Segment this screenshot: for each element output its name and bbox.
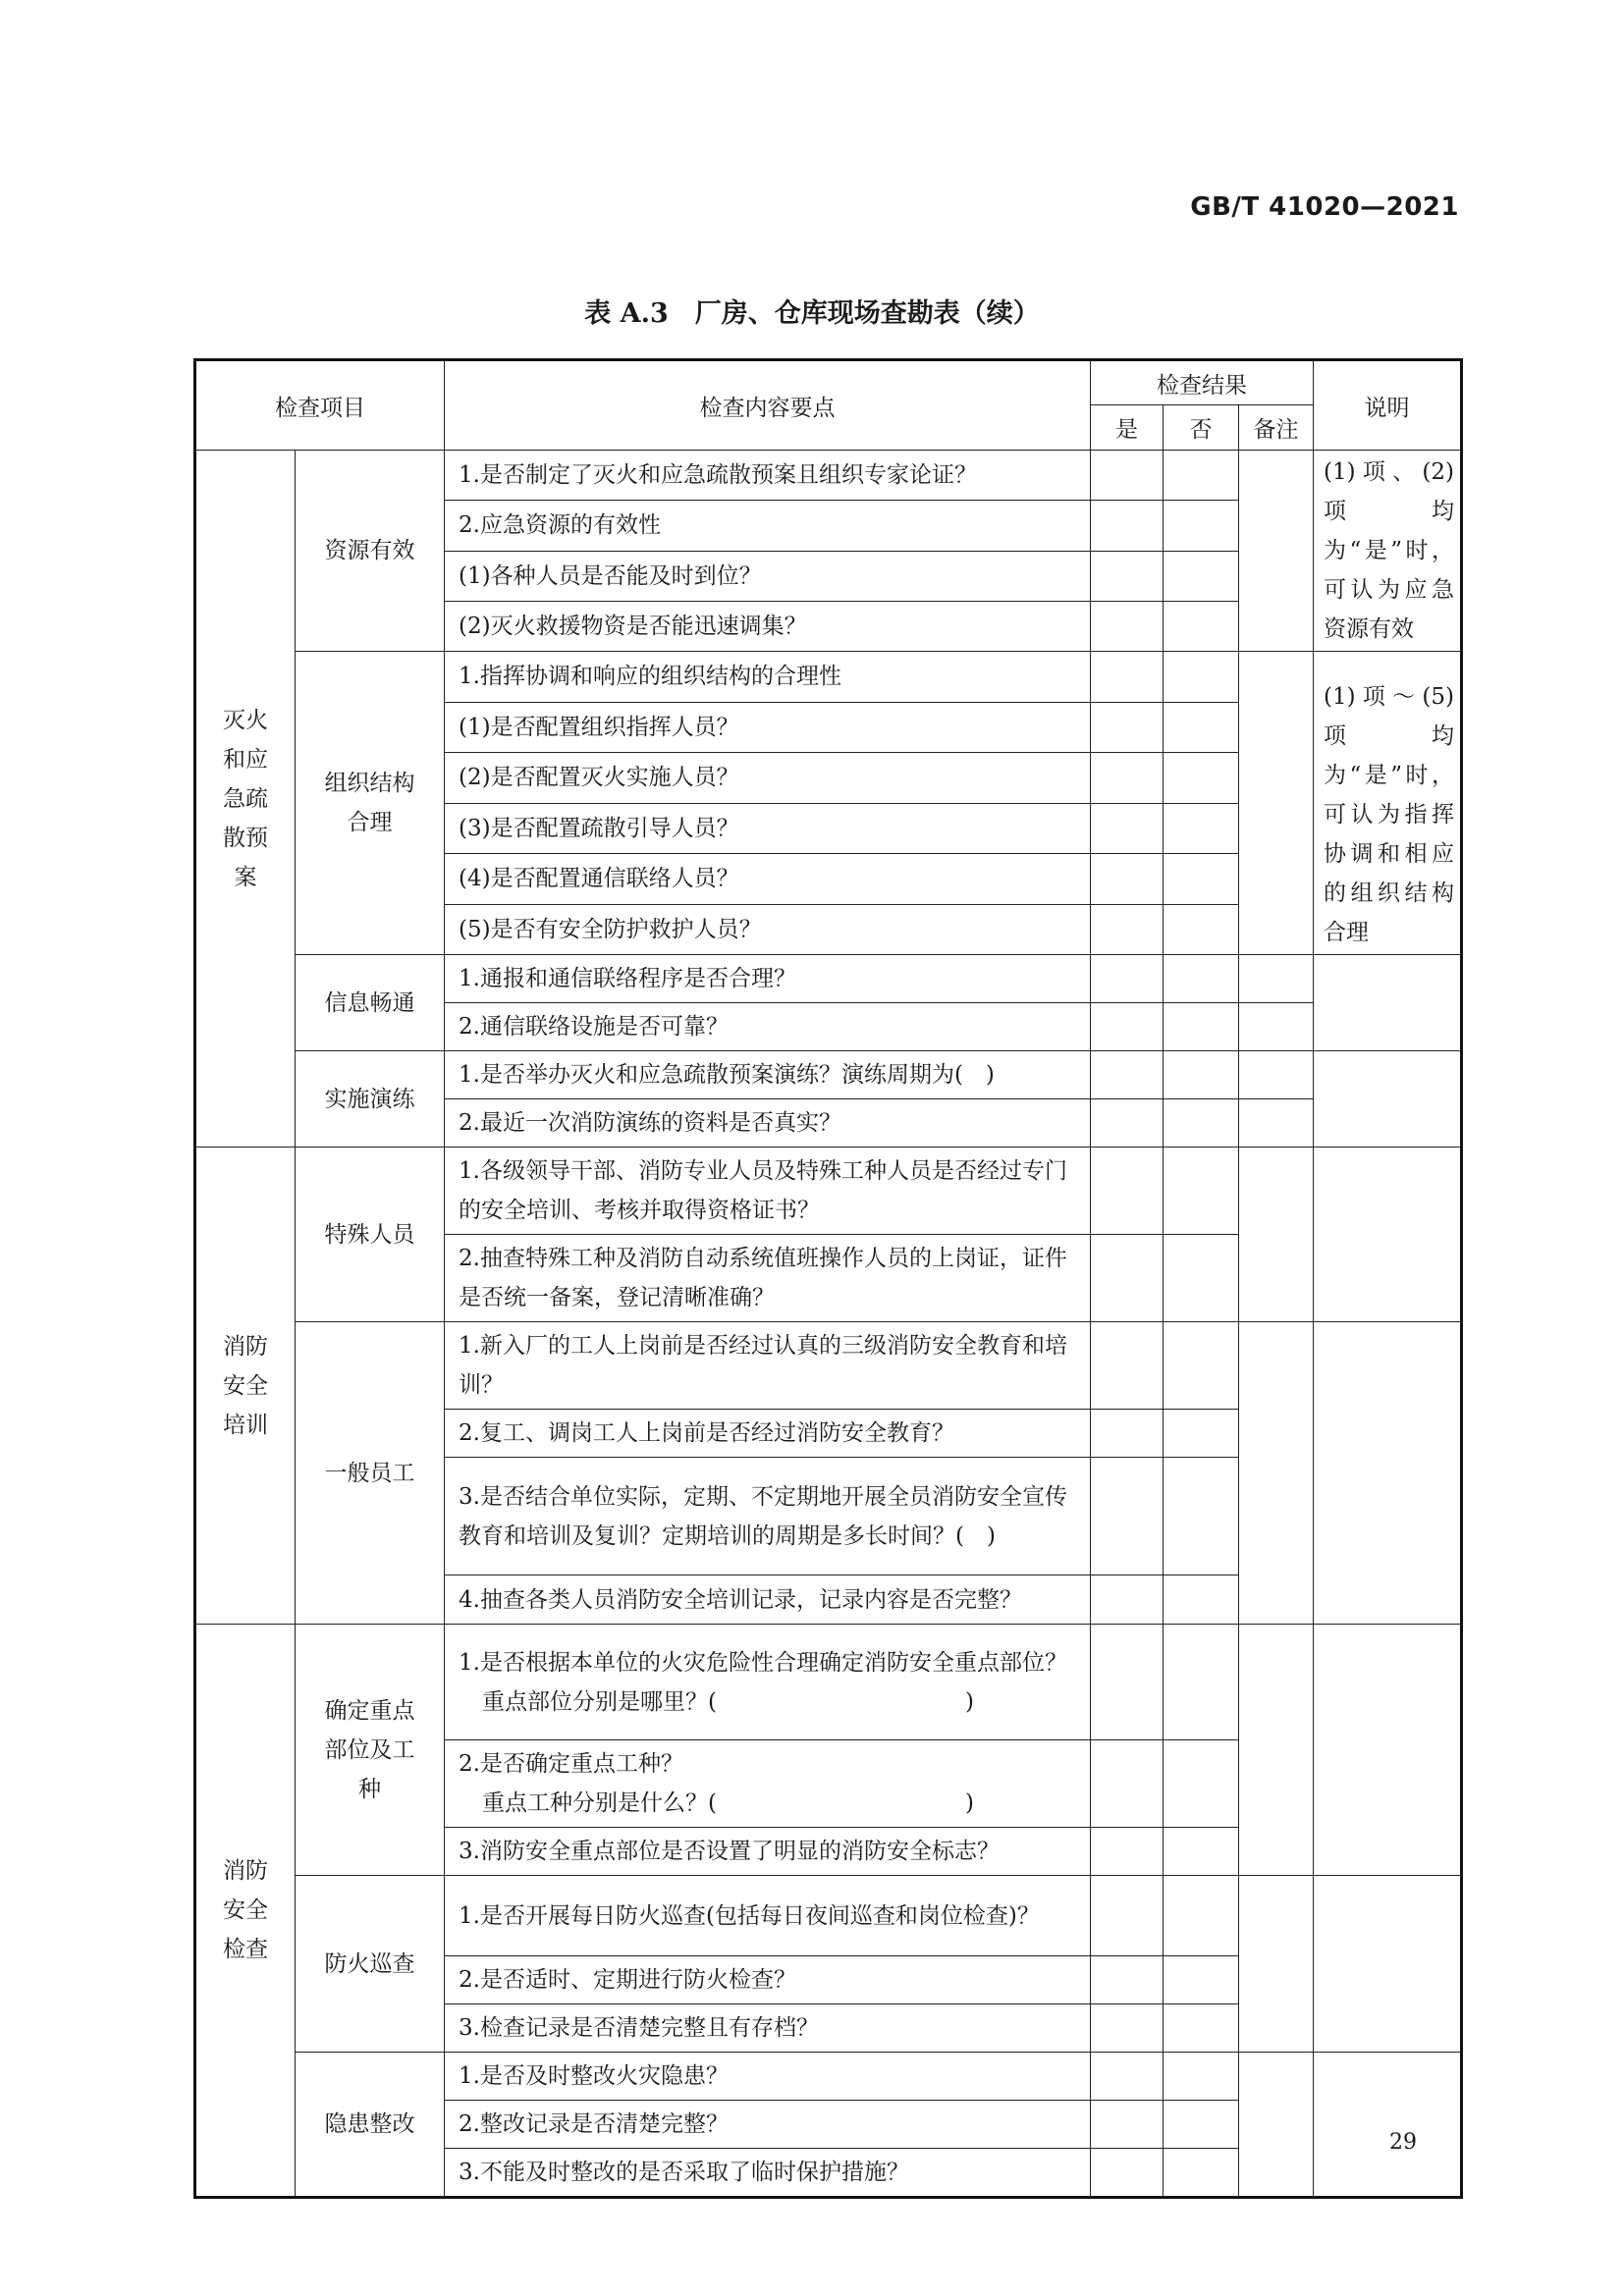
no-check-cell[interactable] (1164, 2053, 1239, 2101)
yes-check-cell[interactable] (1091, 1458, 1164, 1575)
remark-cell[interactable] (1239, 652, 1314, 955)
yes-check-cell[interactable] (1091, 501, 1164, 551)
content-cell: 1.是否举办灭火和应急疏散预案演练？演练周期为( ) (445, 1051, 1091, 1099)
content-cell: 2.通信联络设施是否可靠？ (445, 1003, 1091, 1051)
yes-check-cell[interactable] (1091, 1876, 1164, 1956)
group-cell (296, 2053, 445, 2198)
explain-cell (1314, 1148, 1462, 1322)
yes-check-cell[interactable] (1091, 1828, 1164, 1876)
yes-check-cell[interactable] (1091, 1956, 1164, 2004)
yes-check-cell[interactable] (1091, 1740, 1164, 1828)
no-check-cell[interactable] (1164, 1876, 1239, 1956)
inspection-table (193, 358, 1463, 2199)
content-cell: 1.新入厂的工人上岗前是否经过认真的三级消防安全教育和培训？ (445, 1322, 1091, 1410)
category-cell (195, 451, 296, 1148)
content-cell: (2)灭火救援物资是否能迅速调集？ (445, 601, 1091, 651)
remark-cell[interactable] (1239, 1876, 1314, 2053)
yes-check-cell[interactable] (1091, 803, 1164, 854)
content-subline: 重点工种分别是什么？( ) (482, 1790, 974, 1816)
yes-check-cell[interactable] (1091, 1625, 1164, 1740)
remark-cell[interactable] (1239, 1322, 1314, 1625)
category-label: 消防安全培训 (223, 1333, 268, 1438)
content-cell: 1.指挥协调和响应的组织结构的合理性 (445, 652, 1091, 703)
yes-check-cell[interactable] (1091, 1099, 1164, 1148)
yes-check-cell[interactable] (1091, 451, 1164, 501)
content-cell: 1.各级领导干部、消防专业人员及特殊工种人员是否经过专门的安全培训、考核并取得资格证书？ (445, 1148, 1091, 1235)
content-cell: (4)是否配置通信联络人员？ (445, 854, 1091, 905)
explain-cell: (1)项、(2)项均为“是”时，可认为应急资源有效 (1314, 451, 1462, 652)
no-check-cell[interactable] (1164, 904, 1239, 955)
group-cell (296, 1625, 445, 1876)
content-text: 2.是否确定重点工种？ (459, 1751, 683, 1777)
content-cell: (1)是否配置组织指挥人员？ (445, 702, 1091, 753)
content-cell (445, 1740, 1091, 1828)
remark-cell[interactable] (1239, 1625, 1314, 1876)
content-cell: 2.抽查特殊工种及消防自动系统值班操作人员的上岗证，证件是否统一备案，登记清晰准确？ (445, 1235, 1091, 1322)
content-cell: 3.检查记录是否清楚完整且有存档？ (445, 2004, 1091, 2053)
no-check-cell[interactable] (1164, 702, 1239, 753)
group-cell (296, 1876, 445, 2053)
header-result: 检查结果 (1091, 360, 1314, 405)
no-check-cell[interactable] (1164, 1956, 1239, 2004)
content-subline: 重点部位分别是哪里？( ) (482, 1688, 974, 1715)
yes-check-cell[interactable] (1091, 551, 1164, 601)
header-yes: 是 (1091, 405, 1164, 451)
no-check-cell[interactable] (1164, 2004, 1239, 2053)
group-cell (296, 1148, 445, 1322)
yes-check-cell[interactable] (1091, 904, 1164, 955)
no-check-cell[interactable] (1164, 1003, 1239, 1051)
content-cell: 3.不能及时整改的是否采取了临时保护措施？ (445, 2149, 1091, 2198)
no-check-cell[interactable] (1164, 1235, 1239, 1322)
group-label: 防火巡查 (324, 1950, 415, 1977)
no-check-cell[interactable] (1164, 2101, 1239, 2149)
group-cell (296, 451, 445, 652)
group-cell (296, 1322, 445, 1625)
explain-cell (1314, 1051, 1462, 1148)
no-check-cell[interactable] (1164, 854, 1239, 905)
yes-check-cell[interactable] (1091, 2149, 1164, 2198)
no-check-cell[interactable] (1164, 451, 1239, 501)
content-cell: (3)是否配置疏散引导人员？ (445, 803, 1091, 854)
no-check-cell[interactable] (1164, 955, 1239, 1003)
content-cell: 3.消防安全重点部位是否设置了明显的消防安全标志？ (445, 1828, 1091, 1876)
yes-check-cell[interactable] (1091, 2004, 1164, 2053)
content-cell: 4.抽查各类人员消防安全培训记录，记录内容是否完整？ (445, 1575, 1091, 1625)
yes-check-cell[interactable] (1091, 1148, 1164, 1235)
remark-cell[interactable] (1239, 451, 1314, 652)
yes-check-cell[interactable] (1091, 955, 1164, 1003)
yes-check-cell[interactable] (1091, 2101, 1164, 2149)
no-check-cell[interactable] (1164, 1322, 1239, 1410)
category-label: 消防安全检查 (223, 1858, 268, 1962)
page-number: 29 (1389, 2130, 1417, 2155)
remark-cell[interactable] (1239, 1051, 1314, 1099)
no-check-cell[interactable] (1164, 551, 1239, 601)
explain-cell (1314, 1625, 1462, 1876)
content-cell: 1.是否开展每日防火巡查(包括每日夜间巡查和岗位检查)？ (445, 1876, 1091, 1956)
content-cell: (5)是否有安全防护救护人员？ (445, 904, 1091, 955)
group-label: 实施演练 (324, 1086, 415, 1112)
explain-cell (1314, 1876, 1462, 2053)
yes-check-cell[interactable] (1091, 1322, 1164, 1410)
remark-cell[interactable] (1239, 1003, 1314, 1051)
content-cell: 1.通报和通信联络程序是否合理？ (445, 955, 1091, 1003)
yes-check-cell[interactable] (1091, 1575, 1164, 1625)
yes-check-cell[interactable] (1091, 652, 1164, 703)
explain-cell (1314, 1322, 1462, 1625)
content-cell: 2.整改记录是否清楚完整？ (445, 2101, 1091, 2149)
no-check-cell[interactable] (1164, 1740, 1239, 1828)
no-check-cell[interactable] (1164, 1410, 1239, 1458)
header-remark: 备注 (1239, 405, 1314, 451)
explain-cell: (1)项～(5)项均为“是”时，可认为指挥协调和相应的组织结构合理 (1314, 652, 1462, 955)
group-cell (296, 652, 445, 955)
header-no: 否 (1164, 405, 1239, 451)
content-cell: (2)是否配置灭火实施人员？ (445, 753, 1091, 804)
content-cell (445, 1625, 1091, 1740)
content-cell: 2.应急资源的有效性 (445, 501, 1091, 551)
remark-cell[interactable] (1239, 2053, 1314, 2198)
no-check-cell[interactable] (1164, 652, 1239, 703)
content-cell: (1)各种人员是否能及时到位？ (445, 551, 1091, 601)
yes-check-cell[interactable] (1091, 1051, 1164, 1099)
yes-check-cell[interactable] (1091, 1003, 1164, 1051)
header-item: 检查项目 (195, 360, 445, 451)
standard-number: GB/T 41020—2021 (1190, 192, 1459, 222)
content-cell: 1.是否及时整改火灾隐患？ (445, 2053, 1091, 2101)
no-check-cell[interactable] (1164, 753, 1239, 804)
content-cell: 2.复工、调岗工人上岗前是否经过消防安全教育？ (445, 1410, 1091, 1458)
yes-check-cell[interactable] (1091, 702, 1164, 753)
group-label: 特殊人员 (324, 1221, 415, 1248)
no-check-cell[interactable] (1164, 1575, 1239, 1625)
remark-cell[interactable] (1239, 1099, 1314, 1148)
table-title: 表 A.3 厂房、仓库现场查勘表（续） (584, 298, 1040, 329)
no-check-cell[interactable] (1164, 601, 1239, 651)
group-label: 隐患整改 (324, 2111, 415, 2137)
header-content: 检查内容要点 (445, 360, 1091, 451)
yes-check-cell[interactable] (1091, 753, 1164, 804)
category-cell (195, 1148, 296, 1625)
no-check-cell[interactable] (1164, 501, 1239, 551)
remark-cell[interactable] (1239, 1148, 1314, 1322)
no-check-cell[interactable] (1164, 1148, 1239, 1235)
header-explain: 说明 (1314, 360, 1462, 451)
no-check-cell[interactable] (1164, 1828, 1239, 1876)
content-cell: 1.是否制定了灭火和应急疏散预案且组织专家论证？ (445, 451, 1091, 501)
explain-cell (1314, 955, 1462, 1051)
content-text: 1.是否根据本单位的火灾危险性合理确定消防安全重点部位？ (459, 1649, 1067, 1676)
no-check-cell[interactable] (1164, 2149, 1239, 2198)
yes-check-cell[interactable] (1091, 1410, 1164, 1458)
group-cell (296, 1051, 445, 1148)
yes-check-cell[interactable] (1091, 601, 1164, 651)
category-label: 灭火和应急疏散预案 (223, 707, 268, 890)
content-cell: 2.是否适时、定期进行防火检查？ (445, 1956, 1091, 2004)
group-label: 一般员工 (324, 1460, 415, 1486)
content-cell: 2.最近一次消防演练的资料是否真实？ (445, 1099, 1091, 1148)
group-label: 信息畅通 (324, 989, 415, 1016)
group-cell (296, 955, 445, 1051)
yes-check-cell[interactable] (1091, 854, 1164, 905)
yes-check-cell[interactable] (1091, 1235, 1164, 1322)
no-check-cell[interactable] (1164, 1051, 1239, 1099)
remark-cell[interactable] (1239, 955, 1314, 1003)
group-label: 组织结构合理 (324, 771, 415, 835)
no-check-cell[interactable] (1164, 1458, 1239, 1575)
no-check-cell[interactable] (1164, 803, 1239, 854)
group-label: 确定重点部位及工种 (324, 1697, 415, 1802)
content-cell: 3.是否结合单位实际，定期、不定期地开展全员消防安全宣传教育和培训及复训？定期培训的周期是多长时间？( ) (445, 1458, 1091, 1575)
yes-check-cell[interactable] (1091, 2053, 1164, 2101)
group-label: 资源有效 (324, 538, 415, 563)
no-check-cell[interactable] (1164, 1099, 1239, 1148)
no-check-cell[interactable] (1164, 1625, 1239, 1740)
category-cell (195, 1625, 296, 2198)
explain-cell (1314, 2053, 1462, 2198)
